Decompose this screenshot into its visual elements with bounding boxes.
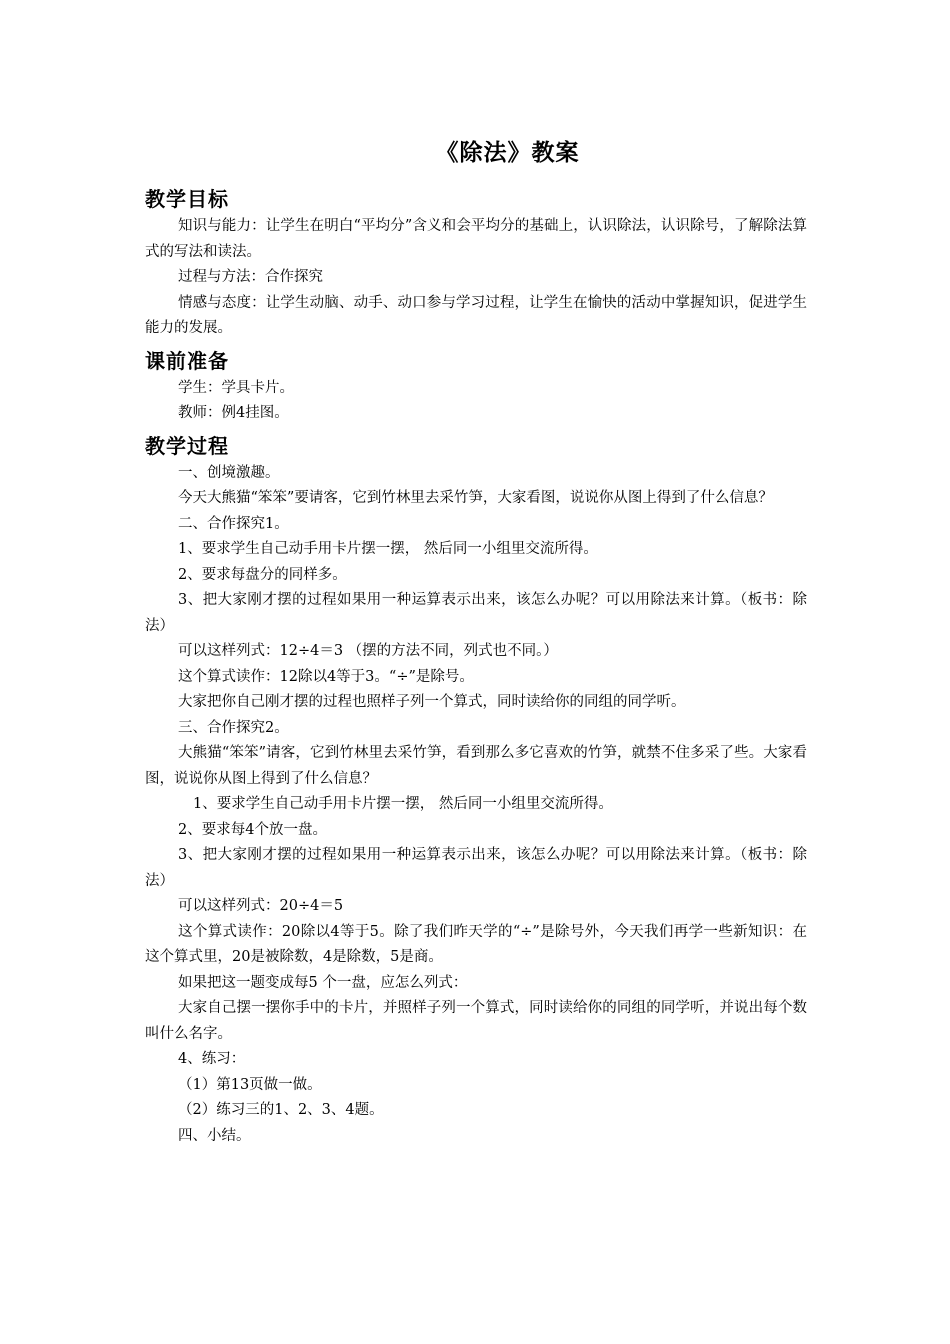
paragraph: 可以这样列式：20÷4＝5: [178, 898, 344, 914]
paragraph: 教师：例4挂图。: [178, 405, 289, 421]
paragraph: 2、要求每4个放一盘。: [178, 821, 327, 838]
paragraph: （2）练习三的1、2、3、4题。: [178, 1102, 384, 1118]
paragraph: 大熊猫“笨笨”请客，它到竹林里去采竹笋，看到那么多它喜欢的竹笋，就禁不住多采了些。大家看图，说说你从图上得到了什么信息？: [145, 745, 807, 787]
paragraph: 知识与能力：让学生在明白“平均分”含义和会平均分的基础上，认识除法，认识除号，了解除法算式的写法和读法。: [145, 218, 807, 260]
section-heading-process: 教学过程: [145, 433, 229, 458]
document-body: [145, 184, 807, 1149]
section-heading-goals: 教学目标: [145, 187, 229, 211]
paragraph: 情感与态度：让学生动脑、动手、动口参与学习过程，让学生在愉快的活动中掌握知识，促进学生能力的发展。: [145, 294, 807, 336]
section-heading-prep: 课前准备: [145, 348, 229, 373]
paragraph: 这个算式读作：12除以4等于3。“÷”是除号。: [178, 668, 474, 685]
paragraph: 过程与方法：合作探究: [178, 269, 323, 285]
paragraph: 今天大熊猫“笨笨”要请客，它到竹林里去采竹笋，大家看图，说说你从图上得到了什么信息？: [178, 490, 773, 506]
paragraph: 可以这样列式：12÷4＝3 （摆的方法不同，列式也不同。）: [178, 643, 558, 659]
paragraph: 这个算式读作：20除以4等于5。除了我们昨天学的“÷”是除号外，今天我们再学一些新知识：在这个算式里，20是被除数，4是除数，5是商。: [145, 923, 807, 965]
paragraph: 四、小结。: [178, 1127, 251, 1144]
paragraph: 4、练习：: [178, 1051, 246, 1067]
paragraph: 大家把你自己刚才摆的过程也照样子列一个算式，同时读给你的同组的同学听。: [178, 694, 686, 710]
paragraph: 1、要求学生自己动手用卡片摆一摆， 然后同一小组里交流所得。: [193, 796, 613, 812]
paragraph: 3、把大家刚才摆的过程如果用一种运算表示出来，该怎么办呢？可以用除法来计算。（板书：除法）: [145, 847, 807, 889]
paragraph: 3、把大家刚才摆的过程如果用一种运算表示出来，该怎么办呢？可以用除法来计算。（板书：除法）: [145, 592, 807, 634]
paragraph: 如果把这一题变成每5 个一盘，应怎么列式：: [178, 974, 468, 991]
paragraph: 学生：学具卡片。: [178, 379, 294, 396]
paragraph: 一、创境激趣。: [178, 464, 280, 481]
paragraph: 三、合作探究2。: [178, 719, 289, 736]
paragraph: （1）第13页做一做。: [178, 1076, 322, 1093]
paragraph: 1、要求学生自己动手用卡片摆一摆， 然后同一小组里交流所得。: [178, 541, 598, 557]
paragraph: 2、要求每盘分的同样多。: [178, 566, 347, 583]
document-title: 《除法》教案: [435, 140, 580, 166]
paragraph: 大家自己摆一摆你手中的卡片，并照样子列一个算式，同时读给你的同组的同学听，并说出每个数叫什么名字。: [145, 1000, 807, 1042]
paragraph: 二、合作探究1。: [178, 515, 289, 532]
